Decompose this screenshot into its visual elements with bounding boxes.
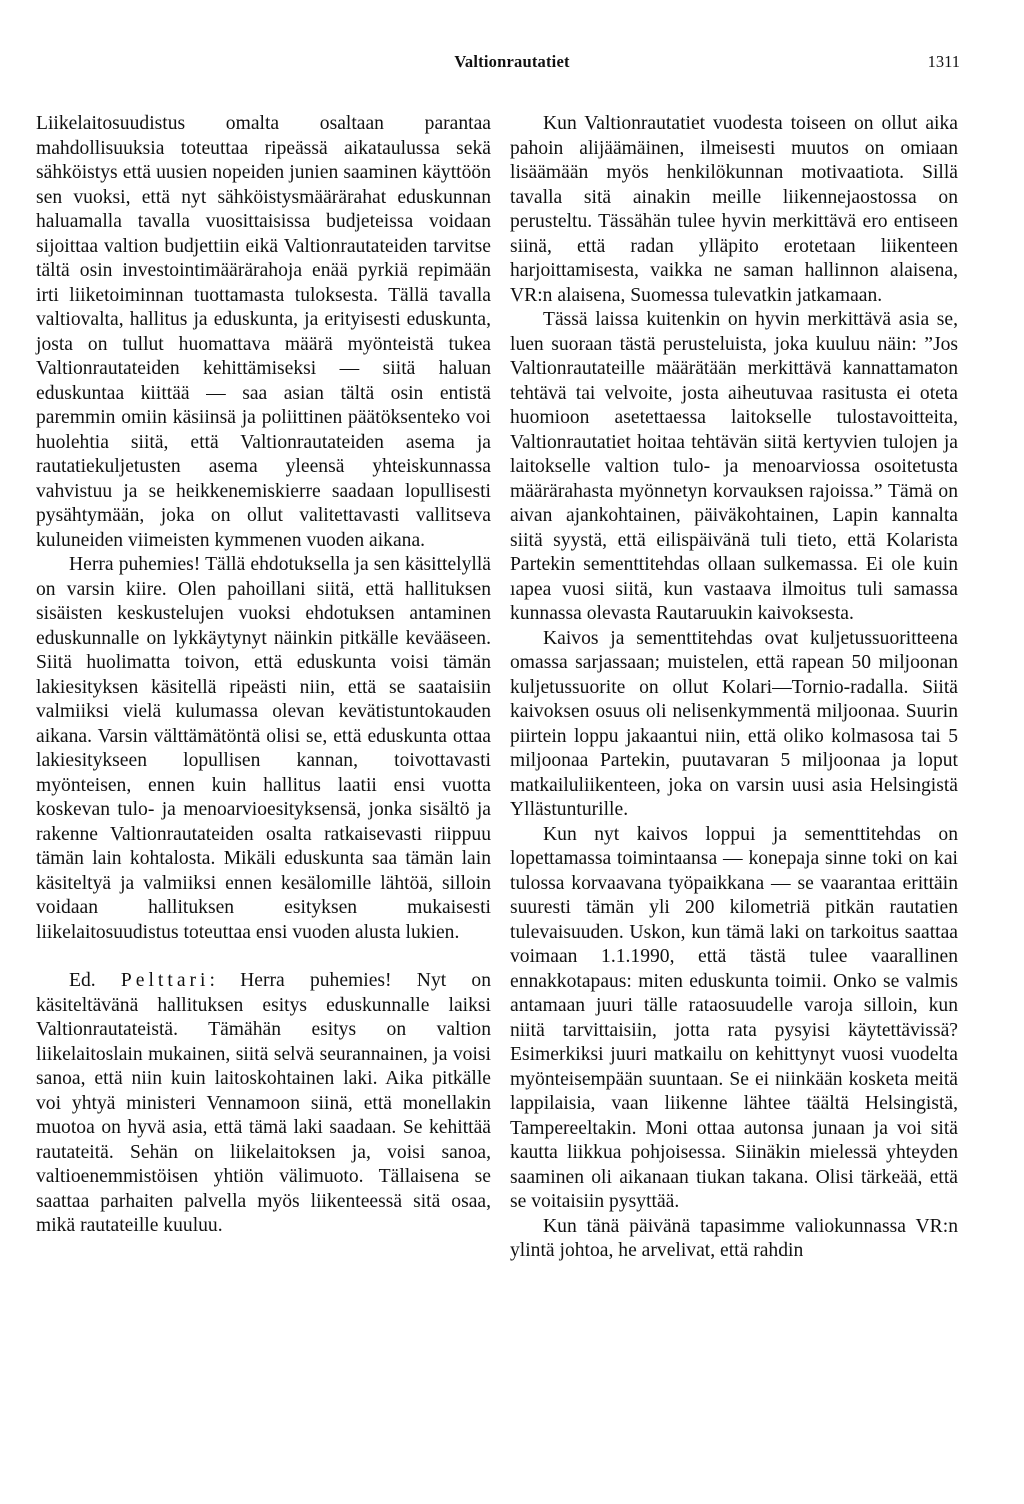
speech-text: Herra puhemies! Nyt on käsiteltävänä hallituksen esitys eduskunnalle laiksi Valtionrautateistä. Tämähän esitys on valtion liikelaitoslain mukainen, siitä selvä seurannainen, ja voisi sanoa, että niin kuin laitoskohtainen laki. Aika pitkälle voi yhtyä ministeri Vennamoon siinä, että monellakin muotoa on hyvä asia, että tämä laki saadaan. Se kehittää rautateitä. Sehän on liikelaitoksen ja, voisi sanoa, valtioenemmistöisen yhtiön välimuoto. Tällaisena se saattaa parhaiten palvella myös liikenteessä sitä osaa, mikä rautateille kuuluu. — [36, 970, 491, 1236]
paragraph: Kun nyt kaivos loppui ja sementtitehdas on lopettamassa toimintaansa — konepaja sinne toki on kai tulossa korvaavana työpaikkana — se vaarantaa erittäin suuresti tämän yli 200 kilometriä pitkän rautatien tulevaisuuden. Uskon, kun tämä laki on tarkoitus saattaa voimaan 1.1.1990, että tästä tulee vaarallinen ennakkotapaus: miten eduskunta toimii. Onko se valmis antamaan juuri tälle rataosuudelle varoja silloin, kun niitä tarvittaisiin, jotta rata pysyisi käytettävissä? Esimerkiksi juuri matkailu on kehittynyt vuosi vuodelta myönteisempään suuntaan. Se ei niinkään kosketa meitä lappilaisia, vaan liikenne lähtee täältä Helsingistä, Tampereeltakin. Moni ottaa autonsa junaan ja voi sitä kautta liikkua pohjoisessa. Siinäkin mielessä yhteyden saaminen oli aikanaan tiukan takana. Olisi tärkeää, että se voitaisiin pysyttää. — [510, 823, 958, 1212]
speaker-colon: : — [209, 970, 215, 991]
paragraph: Kun Valtionrautatiet vuodesta toiseen on ollut aika pahoin alijäämäinen, ilmeisesti muutos on omiaan lisäämään myös henkilökunnan motivaatiota. Sillä tavalla sitä ainakin meille liikennejaostossa on perusteltu. Tässähän tulee hyvin merkittävä ero entiseen siinä, että radan ylläpito erotetaan liikenteen harjoittamisesta, vaikka ne saman hallinnon alaisena, VR:n alaisena, Suomessa tulevatkin jatkamaan. — [510, 113, 958, 306]
paragraph: Tässä laissa kuitenkin on hyvin merkittävä asia se, luen suoraan tästä perusteluista, joka kuuluu näin: ”Jos Valtionrautateille määrätään merkittävä kannattamaton tehtävä tai velvoite, josta aiheutuvaa rasitusta ei oteta huomioon asetettaessa laitokselle tulostavoitteita, Valtionrautatiet hoitaa tehtävän siitä kertyvien tulojen ja laitokselle valtion tulo- ja menoarviossa osoitetusta määrärahasta myönnetyn korvauksen rajoissa.” Tämä on aivan ajankohtainen, päiväkohtainen, Lapin kannalta siitä syystä, että eilispäivänä tuli tieto, että Kolarista Partekin sementtitehdas ollaan sulkemassa. Ei ole kuin ıapea vuosi siitä, kun vastaava ilmoitus tuli samassa kunnassa olevasta Rautaruukin kaivoksesta. — [510, 309, 958, 624]
left-column — [36, 112, 491, 1239]
speaker-name: Pelttari — [120, 970, 210, 991]
speaker-paragraph — [36, 969, 491, 1239]
paragraph: Kaivos ja sementtitehdas ovat kuljetussuoritteena omassa sarjassaan; muistelen, että rapean 50 miljoonan kuljetussuorite on ollut Kolari—Tornio-radalla. Siitä kaivoksen osuus oli nelisenkymmentä miljoonaa. Suurin piirtein loppu jakaantui niin, että oliko kolmasosa tai 5 miljoonaa Partekin, puutavaran 5 miljoonaa ja loput matkailuliikenteen, joka on varsin uusi asia Helsingistä Yllästunturille. — [510, 627, 958, 820]
running-title: Valtionrautatiet — [454, 52, 570, 71]
page-number: 1311 — [927, 52, 960, 71]
paragraph: Herra puhemies! Tällä ehdotuksella ja sen käsittelyllä on varsin kiire. Olen pahoillani siitä, että hallituksen sisäisten keskustelujen vuoksi ehdotuksen antaminen eduskunnalle on lykkäytynyt näinkin pitkälle kevääseen. Siitä huolimatta toivon, että eduskunta voisi tämän lakiesityksen käsitellä ripeästi niin, että se saataisiin valmiiksi vielä kulumassa olevan kevätistuntokauden aikana. Varsin välttämätöntä olisi se, että eduskunta ottaa lakiesitykseen lopullisen kannan, toivottavasti myönteisen, ennen kuin hallitus laatii ensi vuotta koskevan tulo- ja menoarvioesityksensä, jonka sisältö ja rakenne Valtionrautateiden osalta ratkaisevasti riippuu tämän lain kohtalosta. Mikäli eduskunta saa tämän lain käsiteltyä ja valmiiksi ennen kesälomille lähtöä, silloin voidaan hallituksen esityksen mukaisesti liikelaitosuudistus toteuttaa ensi vuoden alusta lukien. — [36, 554, 491, 943]
paragraph: Liikelaitosuudistus omalta osaltaan parantaa mahdollisuuksia toteuttaa ripeässä aikataulussa sekä sähköistys että uusien nopeiden junien saaminen käyttöön sen vuoksi, että nyt sähköistysmäärärahat eduskunnan haluamalla tavalla vuosittaisissa budjeteissa voidaan sijoittaa valtion budjettiin eikä Valtionrautateiden tarvitse tältä osin investointimäärärahoja enää pyrkiä repimään irti liiketoiminnan tuottamasta tuloksesta. Tällä tavalla valtiovalta, hallitus ja eduskunta, ja erityisesti eduskunta, josta on tullut huomattava määrä myönteistä tukea Valtionrautateiden kehittämiseksi — siitä haluan eduskuntaa kiittää — saa asian tältä osin entistä paremmin omiin käsiinsä ja poliittinen päätöksenteko voi huolehtia siitä, että Valtionrautateiden asema ja rautatiekuljetusten asema yleensä yhteiskunnassa vahvistuu ja se heikkenemiskierre saadaan lopullisesti pysähtymään, joka on ollut valitettavasti vallitseva kuluneiden viimeisten kymmenen vuoden aikana. — [36, 113, 491, 551]
paragraph: Kun tänä päivänä tapasimme valiokunnassa VR:n ylintä johtoa, he arvelivat, että rahdin — [510, 1215, 958, 1261]
speaker-prefix: Ed. — [69, 970, 96, 991]
page-header — [0, 52, 1024, 82]
right-column — [510, 112, 958, 1264]
